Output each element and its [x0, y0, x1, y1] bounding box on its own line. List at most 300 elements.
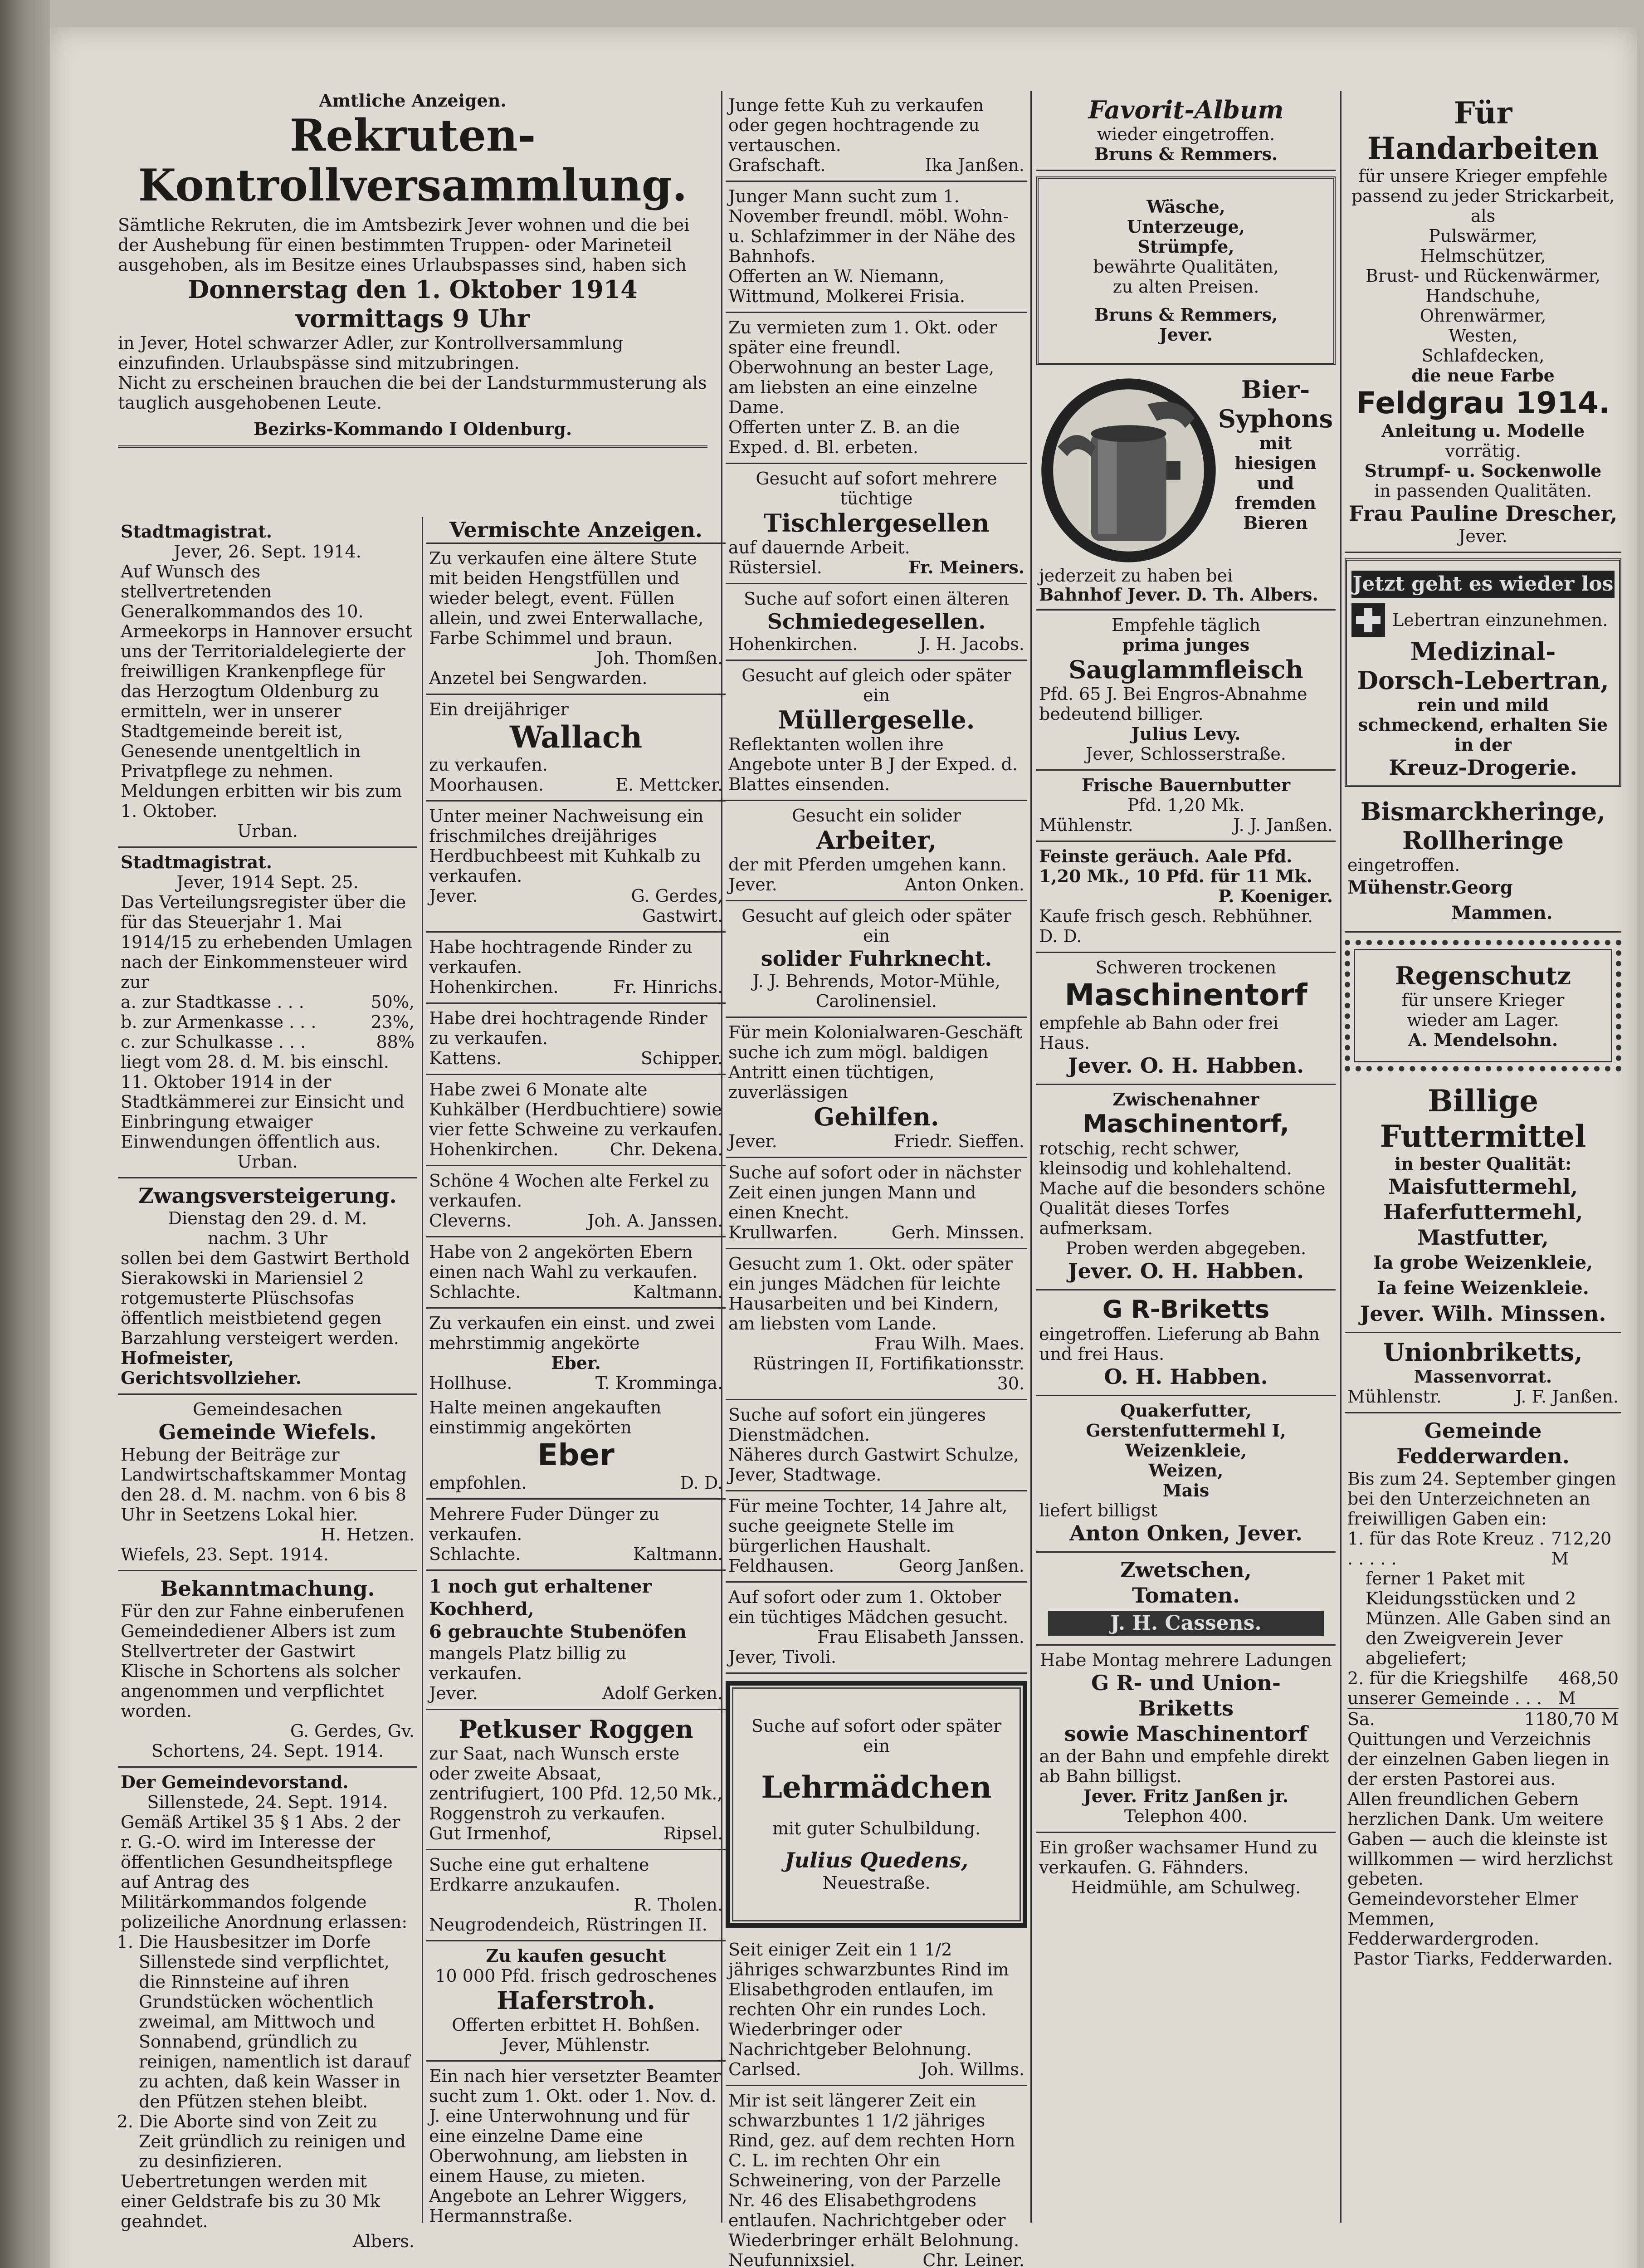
- ad-block: [426, 802, 726, 933]
- ad-headline: Gehilfen.: [814, 1102, 939, 1131]
- ad-time: nachm. 3 Uhr: [208, 1228, 327, 1248]
- ad-body: Näheres durch Gastwirt Schulze, Jever, Stadtwage.: [728, 1445, 1019, 1485]
- ad-body: Lebertran einzunehmen.: [1392, 610, 1608, 630]
- ad-body: liegt vom 28. d. M. bis einschl. 11. Oktober 1914 in der Stadtkämmerei zur Einsicht und Einbringung etwaiger Einwendungen öffentlich aus.: [121, 1052, 405, 1152]
- ad-block: [426, 1850, 726, 1941]
- ad-signature: Kreuz-Drogerie.: [1389, 755, 1577, 780]
- ad-body: Gesucht ein solider: [792, 806, 961, 826]
- ad-body: bewährte Qualitäten,: [1093, 257, 1279, 277]
- ad-headline: Zu kaufen gesucht: [486, 1945, 666, 1966]
- ad-body: wieder eingetroffen.: [1097, 124, 1275, 144]
- ad-headline: 1 noch gut erhaltener Kochherd,: [429, 1576, 652, 1620]
- ad-body: jederzeit zu haben bei: [1039, 566, 1233, 586]
- ad-footer: empfohlen. D. D.: [429, 1473, 723, 1493]
- ad-headline: Medizinal-: [1410, 637, 1556, 666]
- ad-body: Ein nach hier versetzter Beamter sucht zum 1. Okt. oder 1. Nov. d. J. eine Unterwohnung und für eine einzelne Dame eine Oberwohnung, am liebsten in einem Hause, zu mieten.: [429, 2066, 721, 2186]
- ad-body: Bieren: [1243, 513, 1308, 533]
- ad-block: [726, 584, 1027, 661]
- ad-body: Für den zur Fahne einberufenen Gemeindediener Albers ist zum Stellvertreter der Gastwirt Klische in Schortens als solcher angenommen und verpflichtet worden.: [121, 1601, 405, 1721]
- list-item: b. zur Armenkasse . . . 23%,: [121, 1012, 415, 1032]
- ad-headline: Favorit-Album: [1088, 95, 1284, 124]
- ad-signature: Jever. O. H. Habben.: [1068, 1053, 1304, 1078]
- ad-signature: H. Hetzen.: [320, 1525, 415, 1545]
- ad-footer: Mühenstr. Georg Mammen.: [1347, 877, 1553, 924]
- ad-date: Jever, 1914 Sept. 25.: [176, 872, 359, 892]
- ad-headline: G R- und Union-: [1091, 1671, 1281, 1695]
- ad-body: empfehle ab Bahn oder frei Haus.: [1039, 1013, 1279, 1053]
- notice-body: Nicht zu erscheinen brauchen die bei der Landsturmmusterung als tauglich ausgehobenen Leute.: [118, 373, 707, 413]
- ad-signature: Julius Levy.: [1131, 723, 1241, 744]
- ad-body: Empfehle täglich: [1111, 615, 1261, 635]
- ad-block: [1036, 953, 1336, 1085]
- ad-signature: Gemeindevorsteher Elmer Memmen, Fedderwardergroden.: [1347, 1889, 1578, 1949]
- ad-body: Offerten an W. Niemann, Wittmund, Molkerei Frisia.: [728, 266, 965, 306]
- ad-block: [1345, 1333, 1621, 1413]
- ad-date: Wiefels, 23. Sept. 1914.: [121, 1545, 329, 1564]
- ad-body: für unsere Krieger empfehle passend zu jeder Strickarbeit, als: [1351, 166, 1615, 226]
- ad-footer: Mühlenstr. J. F. Janßen.: [1347, 1387, 1619, 1407]
- ad-body: mangels Platz billig zu verkaufen.: [429, 1643, 627, 1683]
- ad-signature: Albers.: [352, 2231, 415, 2251]
- ad-body: Gesucht auf sofort mehrere tüchtige: [756, 469, 997, 508]
- ad-heading: Zwangsversteigerung.: [138, 1183, 397, 1208]
- ad-footer: Schlachte. Kaltmann.: [429, 1282, 723, 1302]
- ad-block: [426, 1075, 726, 1166]
- ad-block: [726, 2086, 1027, 2268]
- ad-date: Sillenstede, 24. Sept. 1914.: [147, 1792, 388, 1812]
- ad-date: Jever, 26. Sept. 1914.: [174, 542, 361, 562]
- list-item: Ohrenwärmer,: [1420, 306, 1546, 326]
- ad-body: Mache auf die besonders schöne Qualität dieses Torfes aufmerksam.: [1039, 1178, 1326, 1238]
- ad-body: eingetroffen. Lieferung ab Bahn und frei Haus.: [1039, 1324, 1320, 1364]
- ad-signature: J. J. Behrends, Motor-Mühle,: [752, 971, 1000, 991]
- ad-block: [726, 1935, 1027, 2086]
- ad-body: Quittungen und Verzeichnis der einzelnen Gaben liegen in der ersten Pastorei aus.: [1347, 1729, 1610, 1789]
- ad-body: Habe Montag mehrere Ladungen: [1039, 1650, 1332, 1670]
- ad-signature: Anton Onken, Jever.: [1069, 1521, 1303, 1545]
- ad-block: [1036, 1646, 1336, 1833]
- list-item: Weizen,: [1148, 1460, 1224, 1481]
- ad-signature: Bahnhof Jever. D. Th. Albers.: [1039, 584, 1318, 605]
- ad-body: hiesigen: [1234, 453, 1317, 473]
- ad-body: Zu verkaufen ein einst. und zwei mehrstimmig angekörte: [429, 1313, 715, 1353]
- ad-body: Habe zwei 6 Monate alte Kuhkälber (Herdbuchtiere) sowie vier fette Schweine zu verkaufen.: [429, 1080, 723, 1139]
- right-column: [1345, 91, 1621, 1973]
- ad-body: Pfd. 1,20 Mk.: [1127, 795, 1245, 815]
- notice-title: Kontrollversammlung.: [138, 160, 688, 211]
- list-item: Helmschützer,: [1420, 246, 1546, 266]
- ad-body: Massenvorrat.: [1414, 1366, 1552, 1387]
- ad-place: Anzetel bei Sengwarden.: [429, 668, 648, 688]
- section-heading: Amtliche Anzeigen.: [319, 90, 507, 111]
- ad-footer: Cleverns. Joh. A. Janssen.: [429, 1211, 723, 1231]
- ad-block: [426, 1237, 726, 1309]
- ad-block: [726, 91, 1027, 182]
- ad-block: [1036, 1085, 1336, 1290]
- column-rule: [422, 517, 423, 2223]
- ad-block: [426, 1941, 726, 2062]
- ad-block: [1036, 1553, 1336, 1646]
- ad-body: für unsere Krieger: [1401, 990, 1565, 1010]
- ad-block: [1036, 1833, 1336, 1902]
- ad-signature: Hofmeister, Gerichtsvollzieher.: [121, 1348, 302, 1388]
- list-item: Schlafdecken,: [1421, 346, 1545, 366]
- ad-headline: Syphons: [1218, 404, 1333, 433]
- ad-block: [726, 801, 1027, 901]
- ad-footer: Jever. G. Gerdes,: [429, 886, 723, 906]
- ad-block: [118, 517, 417, 848]
- ad-footer: Carlsed. Joh. Willms.: [728, 2059, 1024, 2079]
- ad-headline: Arbeiter,: [816, 826, 937, 855]
- ad-block: [426, 695, 726, 802]
- ad-headline: Haferstroh.: [497, 1986, 655, 2015]
- ad-footer: Grafschaft. Ika Janßen.: [728, 155, 1024, 175]
- ad-place: Jever, Schlosserstraße.: [1086, 744, 1286, 764]
- ad-signature: Jever. Fritz Janßen jr.: [1083, 1786, 1289, 1806]
- ad-footer: Rüstersiel. Fr. Meiners.: [728, 557, 1024, 577]
- ad-body: Mir ist seit längerer Zeit ein schwarzbuntes 1 1/2 jähriges Rind, gez. auf dem rechten Horn C. L. im rechten Ohr ein Schweinering, von der Parzelle Nr. 46 des Elisabethgrodens entlaufen. Nachrichtgeber oder Wiederbringer erhält Belohnung.: [728, 2091, 1020, 2250]
- ad-headline: Feinste geräuch. Aale Pfd. 1,20 Mk., 10 Pfd. für 11 Mk.: [1039, 846, 1312, 886]
- ad-block: [1036, 842, 1336, 953]
- ad-headline: Maschinentorf: [1064, 978, 1307, 1012]
- ad-body: Zu verkaufen eine ältere Stute mit beiden Hengstfüllen und wieder belegt, event. Füllen allein, und zwei Enterwallache, Farbe Schimmel und braun.: [429, 548, 704, 648]
- ad-body: Anleitung u. Modelle: [1381, 420, 1585, 441]
- ad-headline: G R-Briketts: [1102, 1295, 1270, 1324]
- ad-headline: Schmiedegesellen.: [767, 609, 986, 634]
- ad-block: [426, 1004, 726, 1075]
- red-cross-icon: [1351, 603, 1385, 637]
- ad-heading: Gemeinde Wiefels.: [158, 1420, 377, 1444]
- ad-body: Strumpf- u. Sockenwolle: [1364, 460, 1602, 481]
- linen-ad: [1036, 176, 1336, 365]
- ad-body: Gesucht zum 1. Okt. oder später ein junges Mädchen für leichte Hausarbeiten und bei Kindern, am liebsten vom Lande.: [728, 1254, 1013, 1334]
- ad-block: [726, 182, 1027, 313]
- notice-time: vormittags 9 Uhr: [295, 304, 530, 333]
- ad-signature: J. H. Cassens.: [1048, 1611, 1324, 1636]
- ad-block: [726, 1249, 1027, 1400]
- list-item: Maisfuttermehl,: [1388, 1174, 1578, 1199]
- ad-headline: Gemeinde Fedderwarden.: [1396, 1418, 1570, 1468]
- ad-body: Zwischenahner: [1112, 1089, 1259, 1110]
- ad-body: Habe drei hochtragende Rinder zu verkaufen.: [429, 1008, 707, 1048]
- municipal-column: [118, 517, 417, 2256]
- handwork-ad: [1345, 91, 1621, 553]
- ad-footer: Krullwarfen. Gerh. Minssen.: [728, 1222, 1024, 1242]
- ad-body: Halte meinen angekauften einstimmig angekörten: [429, 1398, 662, 1437]
- list-item: a. zur Stadtkasse . . . 50%,: [121, 992, 415, 1012]
- ad-signature: Julius Quedens,: [784, 1848, 969, 1872]
- ad-headline: Dorsch-Lebertran,: [1357, 666, 1609, 695]
- ad-place: Heidmühle, am Schulweg.: [1071, 1877, 1301, 1897]
- ad-signature: Frau Wilh. Maes.: [874, 1334, 1024, 1354]
- ad-headline: Regenschutz: [1395, 961, 1571, 990]
- list-item: 1. Die Hausbesitzer im Dorfe Sillenstede sind verpflichtet, die Rinnsteine auf ihren Grundstücken wöchentlich zweimal, am Mittwoch und Sonnabend, gründlich zu reinigen, namentlich ist darauf zu achten, daß kein Wasser in den Pfützen stehen bleibt.: [139, 1932, 415, 2112]
- ad-banner: Jetzt geht es wieder los: [1351, 571, 1615, 598]
- list-item: 2. für die Kriegshilfe unserer Gemeinde . . . 468,50 M: [1347, 1668, 1619, 1708]
- ad-signature: R. Tholen.: [634, 1895, 723, 1915]
- ad-block: [118, 1768, 417, 2256]
- ad-body: vorrätig.: [1445, 441, 1521, 461]
- ad-body: Reflektanten wollen ihre Angebote unter B J der Exped. d. Blattes einsenden.: [728, 734, 1018, 794]
- ad-body: Telephon 400.: [1124, 1806, 1248, 1826]
- ad-block: [1036, 1396, 1336, 1553]
- cod-liver-oil-ad: [1345, 558, 1621, 787]
- ad-body: prima junges: [1122, 635, 1250, 655]
- ad-block: [118, 1395, 417, 1571]
- ad-headline: Eber.: [551, 1353, 601, 1373]
- ad-signature: G. Gerdes, Gv.: [290, 1721, 415, 1741]
- ad-footer: Mühlenstr. J. J. Janßen.: [1039, 815, 1333, 835]
- beer-syphon-ad: [1036, 371, 1336, 611]
- ad-block: [726, 901, 1027, 1018]
- ad-body: Uebertretungen werden mit einer Geldstrafe bis zu 30 Mk geahndet.: [121, 2171, 381, 2231]
- ad-body: Suche auf sofort oder in nächster Zeit einen jungen Mann und einen Knecht.: [728, 1163, 1021, 1222]
- ad-heading: Der Gemeindevorstand.: [121, 1772, 349, 1792]
- list-item: Haferfuttermehl,: [1383, 1200, 1583, 1224]
- ad-body: Das Verteilungsregister über die für das Steuerjahr 1. Mai 1914/15 zu erhebenden Umlagen nach der Einkommensteuer wird zur: [121, 892, 412, 992]
- ad-block: [726, 1018, 1027, 1158]
- ad-block: [1345, 792, 1621, 933]
- ad-headline: Zwetschen,: [1120, 1558, 1252, 1582]
- ad-body: Proben werden abgegeben.: [1065, 1238, 1307, 1258]
- ad-block: [1036, 91, 1336, 171]
- ad-body: ferner 1 Paket mit Kleidungsstücken und 2 Münzen. Alle Gaben sind an den Zweigverein Jever abgeliefert;: [1366, 1569, 1611, 1668]
- ad-signature: Frau Pauline Drescher,: [1348, 501, 1618, 526]
- ad-body: Habe hochtragende Rinder zu verkaufen.: [429, 937, 693, 977]
- ad-block: [118, 1178, 417, 1395]
- ad-headline: Bismarckheringe,: [1360, 797, 1606, 826]
- ad-headline: Handarbeiten: [1367, 131, 1599, 166]
- notice-title: Rekruten-: [289, 110, 536, 161]
- ad-block: [726, 1583, 1027, 1674]
- notice-body: in Jever, Hotel schwarzer Adler, zur Kontrollversammlung einzufinden. Urlaubspässe sind mitzubringen.: [118, 333, 624, 373]
- ad-footer: Moorhausen. E. Mettcker.: [429, 775, 723, 795]
- notice-body: Sämtliche Rekruten, die im Amtsbezirk Jever wohnen und die bei der Aushebung für einen bestimmten Truppen- oder Marineteil ausgehoben, als im Besitze eines Urlaubspasses sind, haben sich: [118, 215, 690, 275]
- ad-place: Jever.: [1459, 526, 1507, 546]
- ad-body: Ein dreijähriger: [429, 699, 569, 719]
- ad-body: auf dauernde Arbeit.: [728, 538, 910, 557]
- ad-body: Mehrere Fuder Dünger zu verkaufen.: [429, 1504, 660, 1544]
- official-notices: [118, 91, 707, 448]
- ad-date: Dienstag den 29. d. M.: [168, 1208, 367, 1228]
- ad-headline: Wäsche,: [1146, 196, 1225, 217]
- ad-heading: Stadtmagistrat.: [121, 521, 272, 542]
- ad-heading: Stadtmagistrat.: [121, 852, 272, 872]
- ad-footer: Hohenkirchen. Chr. Dekena.: [429, 1139, 723, 1159]
- ad-footer: Hohenkirchen. J. H. Jacobs.: [728, 634, 1024, 654]
- ad-body: Allen freundlichen Gebern herzlichen Dank. Um weitere Gaben — auch die kleinste ist willkommen — wird herzlichst gebeten.: [1347, 1789, 1613, 1889]
- feed-ad: [1345, 1079, 1621, 1333]
- ad-body: zur Saat, nach Wunsch erste oder zweite Absaat, zentrifugiert, 100 Pfd. 12,50 Mk., Roggenstroh zu verkaufen.: [429, 1744, 723, 1823]
- ad-signature: Jever. O. H. Habben.: [1068, 1259, 1304, 1283]
- ad-block: [426, 1393, 726, 1500]
- raincoat-ad: [1354, 949, 1612, 1062]
- ad-body: fremden: [1234, 493, 1317, 513]
- ad-block: [426, 2062, 726, 2230]
- ad-headline: Billige: [1427, 1083, 1539, 1119]
- list-item: Ia grobe Weizenkleie,: [1373, 1252, 1593, 1273]
- ad-block: [426, 1710, 726, 1850]
- ad-block: [426, 544, 726, 695]
- ad-signature: A. Mendelsohn.: [1408, 1030, 1558, 1050]
- ad-body: Seit einiger Zeit ein 1 1/2 jähriges schwarzbuntes Rind im Elisabethgroden entlaufen, im rechten Ohr ein rundes Loch. Wiederbringer oder Nachrichtgeber Belohnung.: [728, 1940, 1009, 2059]
- list-item: Quakerfutter,: [1120, 1400, 1252, 1421]
- beer-syphon-illustration: [1039, 375, 1218, 566]
- ad-body: Gesucht auf gleich oder später ein: [742, 665, 1011, 705]
- ad-footer: Jever. Adolf Gerken.: [429, 1683, 723, 1703]
- goods-column: [1036, 91, 1336, 1902]
- ad-body: mit: [1259, 433, 1292, 453]
- ad-block: [726, 464, 1027, 584]
- ad-footer: Gut Irmenhof, Ripsel.: [429, 1823, 723, 1843]
- ad-headline: Wallach: [509, 719, 643, 755]
- list-item: Handschuhe,: [1425, 286, 1541, 306]
- ad-body: liefert billigst: [1039, 1501, 1157, 1520]
- list-item: Westen,: [1448, 326, 1518, 346]
- list-item: 2. Die Aborte sind von Zeit zu Zeit gründlich zu reinigen und zu desinfizieren.: [139, 2112, 415, 2171]
- ad-body: Suche auf sofort ein jüngeres Dienstmädchen.: [728, 1405, 986, 1445]
- ad-footer: Jever. Friedr. Sieffen.: [728, 1131, 1024, 1151]
- list-item: Pulswärmer,: [1429, 226, 1537, 246]
- ad-signature: Urban.: [237, 1152, 298, 1172]
- ad-place: Carolinensiel.: [816, 991, 937, 1011]
- ad-block: [426, 1309, 726, 1393]
- ordinance-list: [121, 1932, 415, 2171]
- ad-block: [726, 661, 1027, 801]
- ad-body: Auf Wunsch des stellvertretenden Generalkommandos des 10. Armeekorps in Hannover ersucht uns der Territorialdelegierte der freiwilligen Krankenpflege für das Herzogtum Oldenburg zu ermitteln, wer in unserer Stadtgemeinde bereit ist, Genesende unentgeltlich in Privatpflege zu nehmen. Meldungen erbitten wir bis zum 1. Oktober.: [121, 562, 412, 821]
- ad-signature: Jever. Wilh. Minssen.: [1360, 1301, 1606, 1326]
- ad-body: Offerten unter Z. B. an die Exped. d. Bl. erbeten.: [728, 417, 960, 457]
- list-item: Brust- und Rückenwärmer,: [1366, 266, 1600, 286]
- ad-place: Neugrodendeich, Rüstringen II.: [429, 1915, 707, 1935]
- ad-headline: Bier-: [1241, 375, 1310, 404]
- ad-signature: Gastwirt.: [642, 906, 723, 926]
- ad-body: Auf sofort oder zum 1. Oktober ein tüchtiges Mädchen gesucht.: [728, 1587, 1009, 1627]
- ad-body: an der Bahn und empfehle direkt ab Bahn billigst.: [1039, 1746, 1329, 1786]
- misc-ads-column: [426, 517, 726, 2230]
- ad-body: Ein großer wachsamer Hund zu verkaufen. G. Fähnders.: [1039, 1838, 1318, 1877]
- ad-body: Suche auf sofort einen älteren: [744, 589, 1009, 609]
- ad-body: rein und mild schmeckend, erhalten Sie in der: [1358, 694, 1608, 755]
- ad-body: Für meine Tochter, 14 Jahre alt, suche geeignete Stelle im bürgerlichen Haushalt.: [728, 1496, 1008, 1556]
- ad-headline: Für: [1454, 95, 1512, 131]
- ad-footer: Neufunnixsiel. Chr. Leiner.: [728, 2250, 1024, 2268]
- raincoat-ad-frame: [1345, 940, 1621, 1071]
- ad-signature: Frau Elisabeth Janssen.: [817, 1627, 1024, 1647]
- ad-headline: Briketts: [1138, 1696, 1234, 1721]
- ad-body: Suche auf sofort oder später ein: [751, 1716, 1002, 1756]
- ad-headline: Strümpfe,: [1137, 236, 1234, 257]
- ad-heading: Bekanntmachung.: [160, 1576, 375, 1601]
- section-heading: Vermischte Anzeigen.: [426, 517, 726, 544]
- ad-block: [726, 1491, 1027, 1583]
- ad-block: [426, 1500, 726, 1571]
- ad-headline: 6 gebrauchte Stubenöfen: [429, 1621, 687, 1642]
- apprentice-ad-frame: [726, 1681, 1027, 1928]
- ad-block: [1036, 771, 1336, 842]
- ad-signature: Joh. Thomßen.: [596, 648, 723, 668]
- ad-body: zu alten Preisen.: [1112, 277, 1259, 297]
- ad-block: [726, 1400, 1027, 1491]
- ad-block: [1036, 611, 1336, 771]
- ad-headline: sowie Maschinentorf: [1064, 1721, 1308, 1746]
- binding-edge: [0, 0, 50, 2268]
- ad-body: Gemäß Artikel 35 § 1 Abs. 2 der r. G.-O. wird im Interesse der öffentlichen Gesundheitspflege auf Antrag des Militärkommandos folgende polizeiliche Anordnung erlassen:: [121, 1812, 408, 1932]
- ad-footer: Hohenkirchen. Fr. Hinrichs.: [429, 977, 723, 997]
- ad-body: Junge fette Kuh zu verkaufen oder gegen hochtragende zu vertauschen.: [728, 95, 984, 155]
- ad-block: [426, 1571, 726, 1710]
- ad-headline: Futtermittel: [1380, 1119, 1586, 1154]
- ad-signature: O. H. Habben.: [1104, 1364, 1268, 1389]
- ad-body: Schweren trockenen: [1095, 958, 1277, 978]
- ad-body: die neue Farbe: [1411, 365, 1555, 386]
- ad-block: [426, 1166, 726, 1237]
- ad-block: [1036, 1290, 1336, 1396]
- ad-body: Junger Mann sucht zum 1. November freundl. möbl. Wohn- u. Schlafzimmer in der Nähe des Bahnhofs.: [728, 186, 1016, 266]
- ad-body: der mit Pferden umgehen kann.: [728, 855, 1007, 875]
- ad-footer: Schlachte. Kaltmann.: [429, 1544, 723, 1564]
- ad-headline: Rollheringe: [1402, 826, 1564, 855]
- ad-body: rotschig, recht schwer, kleinsodig und kohlehaltend.: [1039, 1139, 1292, 1178]
- ad-headline: Müllergeselle.: [778, 705, 975, 734]
- ad-headline: Eber: [537, 1437, 615, 1472]
- ad-body: Suche eine gut erhaltene Erdkarre anzukaufen.: [429, 1855, 649, 1895]
- ad-footer: Jever. Anton Onken.: [728, 875, 1024, 894]
- ad-body: Habe von 2 angekörten Ebern einen nach Wahl zu verkaufen.: [429, 1242, 698, 1282]
- ad-place: Jever, Tivoli.: [728, 1647, 837, 1667]
- ad-footer: Feldhausen. Georg Janßen.: [728, 1556, 1024, 1576]
- ad-date: Schortens, 24. Sept. 1914.: [151, 1741, 384, 1761]
- notice-date: Donnerstag den 1. Oktober 1914: [188, 275, 638, 304]
- ad-headline: Feldgrau 1914.: [1356, 386, 1610, 420]
- ad-headline: solider Fuhrknecht.: [761, 946, 992, 971]
- ad-place: Neuestraße.: [822, 1873, 931, 1893]
- column-rule: [1030, 91, 1032, 2223]
- ad-body: in bester Qualität:: [1394, 1154, 1572, 1174]
- ad-footer: Hollhuse. T. Kromminga.: [429, 1373, 723, 1393]
- jobs-column: [726, 91, 1027, 2268]
- list-item: Mais: [1162, 1480, 1210, 1501]
- list-item: Weizenkleie,: [1125, 1440, 1247, 1461]
- ad-body: Für mein Kolonialwaren-Geschäft suche ich zum mögl. baldigen Antritt einen tüchtigen, zuverlässigen: [728, 1022, 1023, 1102]
- ad-headline: Petkuser Roggen: [459, 1715, 693, 1744]
- column-rule: [1340, 91, 1342, 2223]
- list-item: 1. für das Rote Kreuz . . . . . . 712,20 M: [1347, 1529, 1612, 1569]
- ad-block: [726, 1158, 1027, 1249]
- ad-signature: Bruns & Remmers.: [1094, 144, 1278, 164]
- ad-signature: Urban.: [237, 821, 298, 841]
- ad-body: sollen bei dem Gastwirt Berthold Sierakowski in Mariensiel 2 rotgemusterte Plüschsofas öffentlich meistbietend gegen Barzahlung versteigert werden.: [121, 1248, 410, 1348]
- ad-body: Bis zum 24. September gingen bei den Unterzeichneten an freiwilligen Gaben ein:: [1347, 1469, 1616, 1529]
- ad-block: [118, 848, 417, 1178]
- ad-block: [1345, 1413, 1621, 1973]
- ad-block: [726, 313, 1027, 464]
- ad-place: Rüstringen II, Fortifikationsstr. 30.: [752, 1354, 1024, 1393]
- ad-body: Zu vermieten zum 1. Okt. oder später eine freundl. Oberwohnung an bester Lage, am liebsten an eine einzelne Dame.: [728, 318, 997, 417]
- section-heading: Gemeindesachen: [193, 1399, 342, 1419]
- ad-headline: Tomaten.: [1132, 1583, 1240, 1608]
- ad-body: wieder am Lager.: [1407, 1010, 1559, 1030]
- ad-signature: P. Koeniger.: [1218, 886, 1333, 906]
- ad-headline: Maschinentorf,: [1083, 1110, 1289, 1138]
- ad-body: Pfd. 65 J. Bei Engros-Abnahme bedeutend billiger.: [1039, 684, 1307, 724]
- ad-body: Unter meiner Nachweisung ein frischmilches dreijähriges Herdbuchbeest mit Kuhkalb zu verkaufen.: [429, 806, 704, 886]
- ad-body: Schöne 4 Wochen alte Ferkel zu verkaufen.: [429, 1171, 709, 1211]
- notice-signature: Bezirks-Kommando I Oldenburg.: [253, 419, 572, 439]
- ad-headline: Tischlergesellen: [763, 508, 990, 538]
- ad-body: in passenden Qualitäten.: [1374, 481, 1592, 501]
- ad-body: zu verkaufen.: [429, 755, 548, 775]
